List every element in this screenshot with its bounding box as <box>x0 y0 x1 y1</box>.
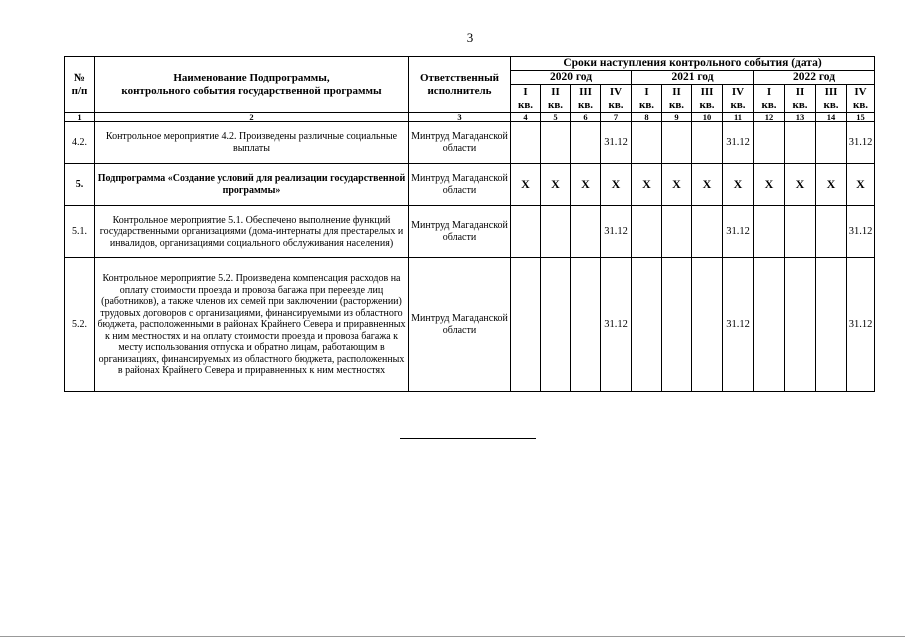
quarter-cell <box>632 206 662 258</box>
quarter-cell: Х <box>662 164 692 206</box>
header-year-2020: 2020 год <box>511 71 632 85</box>
header-year-2021: 2021 год <box>632 71 754 85</box>
quarter-cell: Х <box>511 164 541 206</box>
quarter-cell: 31.12 <box>601 122 632 164</box>
footer-divider <box>400 438 536 439</box>
quarter-cell: Х <box>816 164 847 206</box>
header-quarter: III кв. <box>571 85 601 113</box>
header-quarter: II кв. <box>785 85 816 113</box>
header-quarter: II кв. <box>662 85 692 113</box>
quarter-cell: Х <box>571 164 601 206</box>
row-name: Подпрограмма «Создание условий для реализации государственной программы» <box>95 164 409 206</box>
column-index-row <box>65 113 875 122</box>
column-index: 7 <box>601 113 632 122</box>
quarter-cell <box>692 258 723 392</box>
header-quarter: III кв. <box>692 85 723 113</box>
quarter-cell <box>511 206 541 258</box>
table-row <box>65 164 875 206</box>
header-number-line2: п/п <box>71 84 88 97</box>
quarter-cell <box>571 258 601 392</box>
row-name: Контрольное мероприятие 5.1. Обеспечено выполнение функций государственными организациями (дома-интернаты для престарелых и инвалидов, организациями социального обслуживания населения) <box>95 206 409 258</box>
header-quarter: II кв. <box>541 85 571 113</box>
quarter-cell <box>511 258 541 392</box>
quarter-cell: 31.12 <box>723 258 754 392</box>
quarter-cell <box>816 122 847 164</box>
page-number: 3 <box>466 30 474 45</box>
quarter-cell: 31.12 <box>601 258 632 392</box>
header-quarter: I кв. <box>511 85 541 113</box>
column-index: 11 <box>723 113 754 122</box>
row-executor: Минтруд Магаданской области <box>409 122 511 164</box>
quarter-cell: Х <box>601 164 632 206</box>
quarter-cell: Х <box>723 164 754 206</box>
quarter-cell: Х <box>541 164 571 206</box>
quarter-cell <box>632 258 662 392</box>
header-quarter: I кв. <box>632 85 662 113</box>
quarter-cell: Х <box>632 164 662 206</box>
column-index: 9 <box>662 113 692 122</box>
header-quarter: IV кв. <box>601 85 632 113</box>
quarter-cell: 31.12 <box>847 206 875 258</box>
quarter-cell <box>754 258 785 392</box>
quarter-cell: 31.12 <box>847 258 875 392</box>
table-row <box>65 206 875 258</box>
quarter-cell: 31.12 <box>723 122 754 164</box>
quarter-cell: Х <box>692 164 723 206</box>
header-number <box>65 57 95 113</box>
quarter-cell <box>754 122 785 164</box>
column-index: 3 <box>409 113 511 122</box>
row-executor: Минтруд Магаданской области <box>409 258 511 392</box>
quarter-cell: 31.12 <box>723 206 754 258</box>
column-index: 2 <box>95 113 409 122</box>
column-index: 1 <box>65 113 95 122</box>
quarter-cell <box>662 122 692 164</box>
scan-edge-line <box>0 636 905 637</box>
quarter-cell <box>785 258 816 392</box>
quarter-cell <box>541 206 571 258</box>
column-index: 10 <box>692 113 723 122</box>
quarter-cell <box>571 122 601 164</box>
quarter-cell <box>754 206 785 258</box>
header-quarter: IV кв. <box>847 85 875 113</box>
column-index: 14 <box>816 113 847 122</box>
column-index: 15 <box>847 113 875 122</box>
row-number: 4.2. <box>65 122 95 164</box>
quarter-cell <box>541 122 571 164</box>
quarter-cell <box>662 258 692 392</box>
header-quarter: IV кв. <box>723 85 754 113</box>
header-number-line1: № <box>73 72 86 85</box>
row-number: 5.2. <box>65 258 95 392</box>
quarter-cell <box>785 122 816 164</box>
control-events-table <box>64 56 875 392</box>
quarter-cell <box>571 206 601 258</box>
row-name: Контрольное мероприятие 5.2. Произведена компенсация расходов на оплату стоимости проезда и провоза багажа при переезде лиц (работников), а также членов их семей при заключении (расторжении) трудовых договоров с организациями, финансируемыми из областного бюджета, расположенными в районах Крайнего Севера и приравненных к ним местностях и на оплату стоимости проезда и провоза багажа к месту использования отпуска и обратно лицам, работающим в организациях, финансируемых из областного бюджета, расположенных в районах Крайнего Севера и приравненных к ним местностях <box>95 258 409 392</box>
row-executor: Минтруд Магаданской области <box>409 164 511 206</box>
row-name: Контрольное мероприятие 4.2. Произведены различные социальные выплаты <box>95 122 409 164</box>
quarter-cell: Х <box>847 164 875 206</box>
header-name-line1: Наименование Подпрограммы, <box>173 72 330 85</box>
column-index: 6 <box>571 113 601 122</box>
column-index: 13 <box>785 113 816 122</box>
header-period: Сроки наступления контрольного события (дата) <box>511 57 875 71</box>
column-index: 12 <box>754 113 785 122</box>
header-executor <box>409 57 511 113</box>
quarter-cell <box>692 206 723 258</box>
header-quarter: III кв. <box>816 85 847 113</box>
header-year-2022: 2022 год <box>754 71 875 85</box>
column-index: 8 <box>632 113 662 122</box>
header-name-line2: контрольного события государственной программы <box>121 84 382 97</box>
column-index: 5 <box>541 113 571 122</box>
row-number: 5.1. <box>65 206 95 258</box>
quarter-cell <box>541 258 571 392</box>
row-executor: Минтруд Магаданской области <box>409 206 511 258</box>
header-quarter: I кв. <box>754 85 785 113</box>
quarter-cell <box>511 122 541 164</box>
quarter-cell: 31.12 <box>847 122 875 164</box>
quarter-cell: Х <box>785 164 816 206</box>
table-row <box>65 122 875 164</box>
quarter-cell: 31.12 <box>601 206 632 258</box>
quarter-cell <box>662 206 692 258</box>
quarter-cell: Х <box>754 164 785 206</box>
column-index: 4 <box>511 113 541 122</box>
quarter-cell <box>632 122 662 164</box>
quarter-cell <box>816 206 847 258</box>
table-row <box>65 258 875 392</box>
quarter-cell <box>692 122 723 164</box>
header-executor-line1: Ответственный <box>419 72 500 85</box>
quarter-cell <box>785 206 816 258</box>
quarter-cell <box>816 258 847 392</box>
header-executor-line2: исполнитель <box>427 84 492 97</box>
header-name <box>95 57 409 113</box>
row-number: 5. <box>65 164 95 206</box>
